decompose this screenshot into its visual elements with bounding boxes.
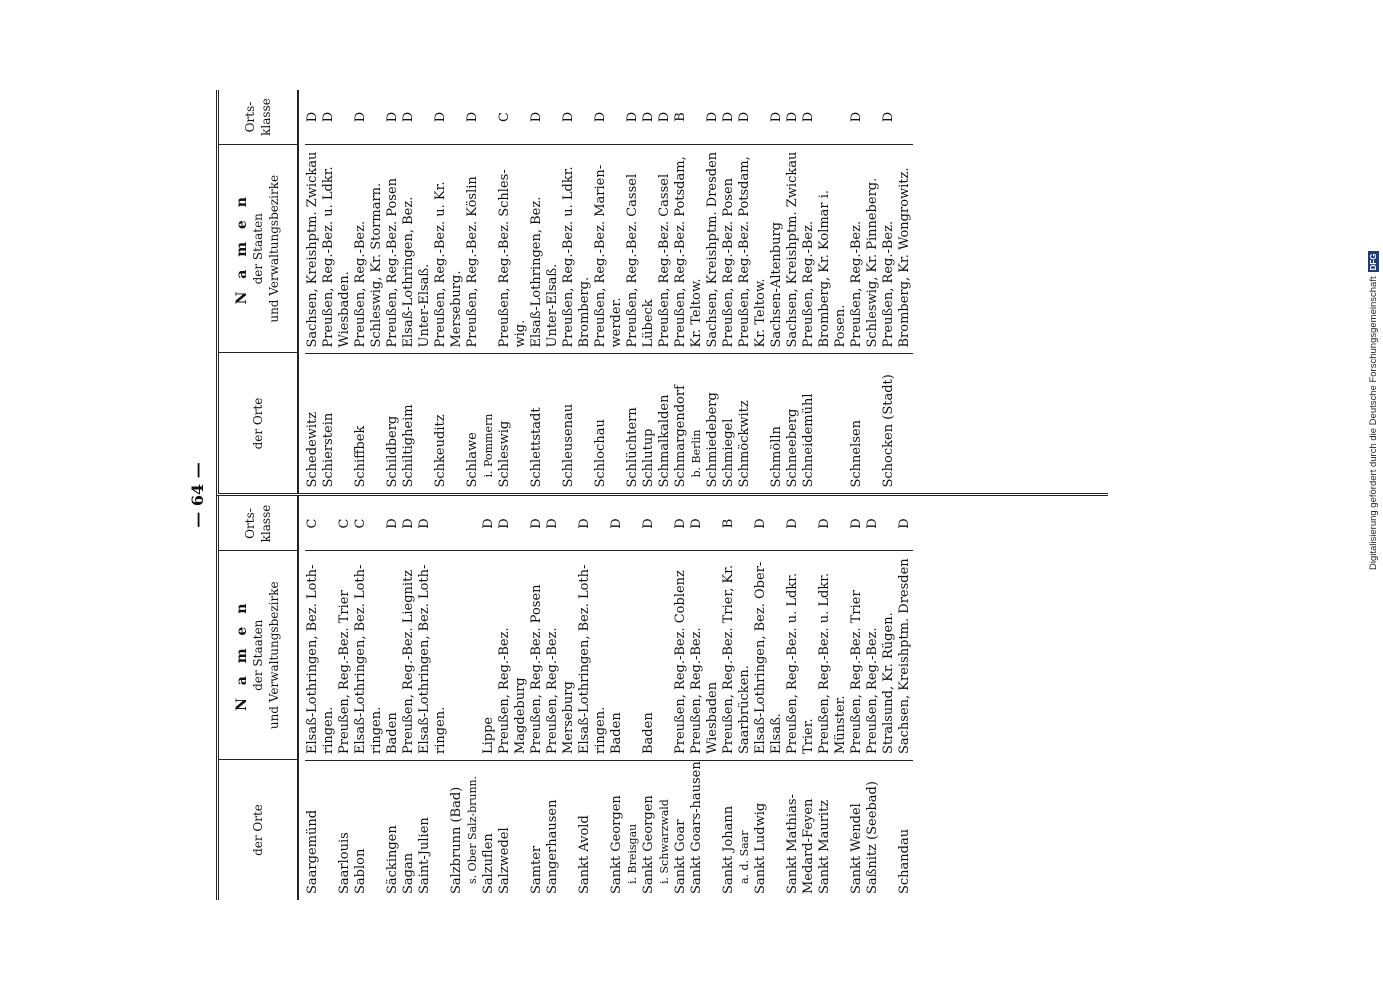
klasse-cell: D bbox=[321, 111, 336, 123]
ort-name: Schkeuditz bbox=[433, 414, 448, 488]
table-row bbox=[577, 497, 609, 901]
ort-cell bbox=[753, 760, 785, 900]
header-klasse bbox=[219, 90, 297, 144]
table-row bbox=[673, 497, 689, 901]
ort-name: Sankt Mathias-Medard-Feyen bbox=[785, 794, 816, 894]
table-row bbox=[817, 497, 849, 901]
ort-cell bbox=[545, 760, 577, 900]
klasse-cell: C bbox=[305, 518, 320, 529]
ort-cell bbox=[385, 354, 401, 494]
ort-name: Schmalkalden bbox=[657, 394, 672, 488]
ort-cell bbox=[721, 760, 753, 900]
staat-cell: Preußen, Reg.-Bez. Posen bbox=[385, 144, 401, 354]
header-klasse-line2: klasse bbox=[259, 504, 273, 543]
klasse-cell: D bbox=[769, 111, 784, 123]
ort-name: Salzwedel bbox=[497, 827, 512, 894]
klasse-cell: B bbox=[721, 518, 736, 529]
ort-name: Sangerhausen bbox=[545, 799, 560, 894]
ort-subtitle: b. Berlin bbox=[690, 429, 703, 478]
staat-cell: Elsaß-Lothringen, Bez. Unter-Elsaß. bbox=[401, 144, 433, 354]
staat-cell: Preußen, Reg.-Bez. Merseburg bbox=[545, 551, 577, 761]
ort-name: Schiltigheim bbox=[401, 404, 416, 488]
staat-cell: Elsaß-Lothringen, Bez. Loth-ringen. bbox=[577, 551, 609, 761]
ort-subtitle: i. Breisgau bbox=[626, 823, 639, 884]
left-table bbox=[216, 497, 1108, 901]
ort-name: Schmargendorf bbox=[673, 385, 688, 488]
klasse-cell: C bbox=[353, 518, 368, 529]
ort-name: Sankt Ludwig bbox=[753, 802, 768, 894]
ort-cell bbox=[673, 354, 705, 494]
staat-cell: Preußen, Reg.-Bez. Cassel bbox=[625, 144, 641, 354]
ort-name: Schleusenau bbox=[561, 403, 576, 488]
staat-cell: Preußen, Reg.-Bez. Liegnitz bbox=[401, 551, 417, 761]
table-row bbox=[417, 497, 449, 901]
table-row bbox=[641, 90, 657, 494]
table-row bbox=[385, 497, 401, 901]
staat-cell: Preußen, Reg.-Bez. Schleswig, Kr. Pinneberg. bbox=[849, 144, 881, 354]
ort-cell bbox=[433, 354, 465, 494]
table-row bbox=[609, 497, 641, 901]
table-row bbox=[737, 90, 769, 494]
ort-name: Schmiegel bbox=[721, 418, 736, 488]
header-klasse bbox=[219, 497, 297, 551]
ort-name: Schnelsen bbox=[849, 419, 864, 488]
ort-name: Sankt Goars-hausen bbox=[689, 761, 704, 894]
klasse-cell: D bbox=[849, 111, 864, 123]
klasse-cell: D bbox=[689, 518, 704, 529]
klasse-cell: D bbox=[785, 111, 800, 123]
klasse-cell: D bbox=[705, 111, 720, 123]
ort-name: Saarlouis bbox=[337, 832, 352, 894]
table-row bbox=[481, 497, 497, 901]
staat-cell: Lippe bbox=[481, 551, 497, 761]
staat-cell: Lübeck bbox=[641, 144, 657, 354]
table-row bbox=[673, 90, 705, 494]
header-orte bbox=[219, 353, 297, 494]
staat-cell: Elsaß-Lothringen, Bez. Loth-ringen. bbox=[305, 551, 337, 761]
klasse-cell: D bbox=[401, 111, 416, 123]
ort-name: Sankt Wendel bbox=[849, 803, 864, 894]
ort-name: Schildberg bbox=[385, 415, 400, 488]
klasse-cell: B bbox=[673, 112, 688, 122]
ort-cell bbox=[609, 760, 641, 900]
table-row bbox=[801, 90, 849, 494]
klasse-cell: D bbox=[801, 111, 816, 123]
left-table-body bbox=[299, 497, 1108, 901]
table-row bbox=[497, 497, 529, 901]
klasse-cell: D bbox=[721, 111, 736, 123]
ort-cell bbox=[337, 760, 353, 900]
right-table-body bbox=[299, 90, 1108, 494]
ort-cell bbox=[817, 760, 849, 900]
ort-cell bbox=[577, 760, 609, 900]
ort-cell bbox=[321, 354, 353, 494]
table-row bbox=[465, 90, 497, 494]
ort-name: Sankt Avold bbox=[577, 815, 592, 894]
klasse-cell: D bbox=[497, 518, 512, 529]
table-row bbox=[689, 497, 721, 901]
table-row bbox=[401, 497, 417, 901]
ort-name: Samter bbox=[529, 845, 544, 894]
staat-cell: Preußen, Reg.-Bez. u. Ldkr. Bromberg. bbox=[561, 144, 593, 354]
table-row bbox=[305, 90, 321, 494]
table-row bbox=[849, 90, 881, 494]
header-klasse-line1: Orts- bbox=[243, 508, 257, 539]
header-namen: N a m e n bbox=[234, 599, 250, 711]
staat-cell: Preußen, Reg.-Bez. Marien-werder. bbox=[593, 144, 625, 354]
table-row bbox=[705, 90, 721, 494]
staat-cell: Sachsen-Altenburg bbox=[769, 144, 785, 354]
page-number: — 64 — bbox=[188, 462, 207, 528]
ort-cell bbox=[657, 354, 673, 494]
ort-name: Schlochau bbox=[593, 419, 608, 488]
staat-cell: Sachsen, Kreishptm. Dresden bbox=[705, 144, 721, 354]
ort-name: Schandau bbox=[897, 828, 912, 894]
header-staaten bbox=[219, 551, 297, 760]
header-namen: N a m e n bbox=[234, 193, 250, 305]
ort-name: Sankt Georgen bbox=[641, 795, 656, 894]
ort-cell bbox=[705, 354, 721, 494]
ort-cell bbox=[401, 354, 433, 494]
staat-cell: Elsaß-Lothringen, Bez. Ober-Elsaß. bbox=[753, 551, 785, 761]
klasse-cell: D bbox=[753, 518, 768, 529]
table-row bbox=[625, 90, 641, 494]
header-staaten-line1: der Staaten bbox=[251, 619, 265, 691]
staat-cell: Preußen, Reg.-Bez. Posen bbox=[721, 144, 737, 354]
table-row bbox=[497, 90, 529, 494]
ort-name: Sankt Goar bbox=[673, 819, 688, 894]
table-row bbox=[353, 497, 385, 901]
ort-subtitle: a. d. Saar bbox=[738, 830, 751, 884]
staat-cell: Sachsen, Kreishptm. Zwickau bbox=[785, 144, 801, 354]
klasse-cell: D bbox=[897, 518, 912, 529]
klasse-cell: D bbox=[529, 111, 544, 123]
staat-cell: Elsaß-Lothringen, Bez. Loth-ringen. bbox=[417, 551, 449, 761]
table-row bbox=[593, 90, 625, 494]
klasse-cell: D bbox=[433, 111, 448, 123]
table-row bbox=[849, 497, 865, 901]
ort-cell bbox=[529, 760, 545, 900]
ort-name: Sankt Georgen bbox=[609, 795, 624, 894]
staat-cell bbox=[449, 551, 481, 761]
klasse-cell: D bbox=[673, 518, 688, 529]
staat-cell: Preußen, Reg.-Bez. Potsdam, Kr. Teltow. bbox=[737, 144, 769, 354]
ort-name: Saßnitz (Seebad) bbox=[865, 781, 880, 894]
klasse-cell bbox=[449, 497, 481, 551]
header-orte bbox=[219, 759, 297, 900]
klasse-cell: D bbox=[817, 518, 832, 529]
staat-cell: Preußen, Reg.-Bez. Köslin bbox=[465, 144, 497, 354]
table-row bbox=[433, 90, 465, 494]
ort-cell bbox=[305, 354, 321, 494]
table-row bbox=[337, 497, 353, 901]
ort-name: Sankt Johann bbox=[721, 805, 736, 894]
klasse-cell: D bbox=[593, 111, 608, 123]
right-table bbox=[216, 90, 1108, 497]
ort-subtitle: i. Schwarzwald bbox=[658, 799, 671, 884]
klasse-cell: D bbox=[353, 111, 368, 123]
table-row bbox=[321, 90, 353, 494]
klasse-cell: D bbox=[417, 518, 432, 529]
ort-name: Schmöckwitz bbox=[737, 400, 752, 488]
ort-cell bbox=[625, 354, 641, 494]
staat-cell: Preußen, Reg.-Bez. u. Ldkr. Münster. bbox=[817, 551, 849, 761]
ort-cell bbox=[785, 354, 801, 494]
ort-cell bbox=[849, 354, 881, 494]
klasse-cell: D bbox=[609, 518, 624, 529]
staat-cell: Preußen, Reg.-Bez. Trier bbox=[849, 551, 865, 761]
staat-cell: Preußen, Reg.-Bez. Coblenz bbox=[673, 551, 689, 761]
ort-cell bbox=[641, 354, 657, 494]
ort-name: Schmölln bbox=[769, 426, 784, 488]
right-table-header bbox=[219, 90, 299, 494]
ort-name: Schierstein bbox=[321, 412, 336, 488]
staat-cell: Preußen, Reg.-Bez. Schles-wig. bbox=[497, 144, 529, 354]
klasse-cell: D bbox=[385, 111, 400, 123]
left-table-header bbox=[219, 497, 299, 901]
staat-cell: Elsaß-Lothringen, Bez. Unter-Elsaß. bbox=[529, 144, 561, 354]
header-staaten bbox=[219, 144, 297, 353]
table-row bbox=[865, 497, 897, 901]
ort-name: Schneeberg bbox=[785, 408, 800, 488]
staat-cell: Preußen, Reg.-Bez. Stralsund, Kr. Rügen. bbox=[865, 551, 897, 761]
ort-name: Schleswig bbox=[497, 420, 512, 488]
staat-cell: Preußen, Reg.-Bez. u. Ldkr. Wiesbaden. bbox=[321, 144, 353, 354]
staat-cell: Baden bbox=[609, 551, 641, 761]
table-row bbox=[561, 90, 593, 494]
ort-cell bbox=[353, 354, 385, 494]
ort-name: Salzbrunn (Bad) bbox=[449, 786, 464, 894]
ort-name: Schlawe bbox=[465, 432, 480, 488]
staat-cell: Preußen, Reg.-Bez. Bromberg, Kr. Kolmar i. Posen. bbox=[801, 144, 849, 354]
ort-name: Schiffbek bbox=[353, 425, 368, 488]
ort-cell bbox=[769, 354, 785, 494]
ort-name: Schlutup bbox=[641, 428, 656, 488]
staat-cell: Preußen, Reg.-Bez. u. Kr. Merseburg. bbox=[433, 144, 465, 354]
klasse-cell: C bbox=[337, 518, 352, 529]
klasse-cell: D bbox=[865, 518, 880, 529]
header-orte-label: der Orte bbox=[251, 804, 265, 856]
ort-cell bbox=[529, 354, 561, 494]
klasse-cell: D bbox=[465, 111, 480, 123]
ort-name: Schedewitz bbox=[305, 411, 320, 488]
ort-cell bbox=[417, 760, 449, 900]
staat-cell: Preußen, Reg.-Bez. Posen bbox=[529, 551, 545, 761]
table-row bbox=[721, 497, 753, 901]
table-row bbox=[721, 90, 737, 494]
ort-name: Sankt Mauritz bbox=[817, 799, 832, 894]
staat-cell: Baden bbox=[641, 551, 673, 761]
staat-cell: Preußen, Reg.-Bez. Trier, Kr. Saarbrücken. bbox=[721, 551, 753, 761]
staat-cell: Preußen, Reg.-Bez. Potsdam, Kr. Teltow. bbox=[673, 144, 705, 354]
ort-cell bbox=[849, 760, 865, 900]
klasse-cell: D bbox=[625, 111, 640, 123]
table-row bbox=[529, 497, 545, 901]
staat-cell: Preußen, Reg.-Bez. Cassel bbox=[657, 144, 673, 354]
staat-cell: Preußen, Reg.-Bez. Schleswig, Kr. Stormarn. bbox=[353, 144, 385, 354]
ort-name: Salzuflen bbox=[481, 833, 496, 894]
ort-cell bbox=[497, 760, 529, 900]
header-klasse-line1: Orts- bbox=[243, 101, 257, 133]
table-row bbox=[385, 90, 401, 494]
table-row bbox=[305, 497, 337, 901]
klasse-cell: D bbox=[305, 111, 320, 123]
table-row bbox=[401, 90, 433, 494]
dfg-logo: DFG bbox=[1368, 253, 1378, 271]
ort-cell bbox=[481, 760, 497, 900]
ort-name: Schocken (Stadt) bbox=[881, 374, 896, 488]
ort-cell bbox=[449, 760, 481, 900]
klasse-cell: D bbox=[657, 111, 672, 123]
table-row bbox=[785, 497, 817, 901]
klasse-cell: D bbox=[737, 111, 752, 123]
ort-name: Sagan bbox=[401, 852, 416, 894]
klasse-cell: D bbox=[481, 518, 496, 529]
ort-cell bbox=[721, 354, 737, 494]
table-row bbox=[785, 90, 801, 494]
staat-cell: Sachsen, Kreishptm. Dresden bbox=[897, 551, 913, 761]
ort-cell bbox=[801, 354, 849, 494]
klasse-cell: C bbox=[497, 112, 512, 122]
klasse-cell: D bbox=[849, 518, 864, 529]
header-klasse-line2: klasse bbox=[259, 98, 273, 136]
klasse-cell: D bbox=[785, 518, 800, 529]
klasse-cell: D bbox=[881, 111, 896, 123]
table-row bbox=[897, 497, 913, 901]
staat-cell: Baden bbox=[385, 551, 401, 761]
ort-cell bbox=[897, 760, 913, 900]
table-row bbox=[753, 497, 785, 901]
ort-cell bbox=[353, 760, 385, 900]
watermark-text: Digitalisierung gefördert durch die Deutsche Forschungsgemeinschaft bbox=[1367, 276, 1379, 570]
klasse-cell: D bbox=[529, 518, 544, 529]
table-row bbox=[353, 90, 385, 494]
ort-subtitle: i. Pommern bbox=[482, 413, 495, 478]
table-row bbox=[641, 497, 673, 901]
rotated-page bbox=[188, 90, 1108, 900]
ort-cell bbox=[497, 354, 529, 494]
staat-cell: Preußen, Reg.-Bez. u. Ldkr. Trier. bbox=[785, 551, 817, 761]
ort-name: Sablon bbox=[353, 848, 368, 894]
klasse-cell: D bbox=[401, 518, 416, 529]
header-staaten-line2: und Verwaltungsbezirke bbox=[267, 174, 281, 323]
klasse-cell: D bbox=[561, 111, 576, 123]
table-row bbox=[769, 90, 785, 494]
ort-cell bbox=[561, 354, 593, 494]
ort-cell bbox=[641, 760, 673, 900]
ort-name: Schmiedeberg bbox=[705, 392, 720, 488]
page-columns bbox=[216, 90, 1108, 900]
klasse-cell: D bbox=[385, 518, 400, 529]
klasse-cell: D bbox=[641, 111, 656, 123]
staat-cell: Preußen, Reg.-Bez. Wiesbaden bbox=[689, 551, 721, 761]
ort-cell bbox=[385, 760, 401, 900]
ort-cell bbox=[593, 354, 625, 494]
klasse-cell: D bbox=[577, 518, 592, 529]
ort-name: Schlüchtern bbox=[625, 407, 640, 488]
table-row bbox=[449, 497, 481, 901]
ort-name: Säckingen bbox=[385, 825, 400, 894]
ort-cell bbox=[865, 760, 897, 900]
staat-cell: Preußen, Reg.-Bez. Magdeburg bbox=[497, 551, 529, 761]
table-row bbox=[529, 90, 561, 494]
watermark bbox=[1362, 10, 1383, 610]
staat-cell: Sachsen, Kreishptm. Zwickau bbox=[305, 144, 321, 354]
klasse-cell: D bbox=[545, 518, 560, 529]
klasse-cell: D bbox=[641, 518, 656, 529]
ort-cell bbox=[465, 354, 497, 494]
ort-name: Schneidemühl bbox=[801, 393, 816, 488]
ort-cell bbox=[689, 760, 721, 900]
ort-cell bbox=[673, 760, 689, 900]
staat-cell: Preußen, Reg.-Bez. Bromberg, Kr. Wongrowitz. bbox=[881, 144, 913, 354]
ort-name: Schlettstadt bbox=[529, 407, 544, 488]
ort-cell bbox=[305, 760, 337, 900]
ort-subtitle: s. Ober Salz-brunn. bbox=[466, 775, 479, 884]
header-orte-label: der Orte bbox=[251, 397, 265, 450]
staat-cell: Elsaß-Lothringen, Bez. Loth-ringen. bbox=[353, 551, 385, 761]
table-row bbox=[545, 497, 577, 901]
table-row bbox=[881, 90, 913, 494]
ort-name: Saargemünd bbox=[305, 809, 320, 894]
ort-cell bbox=[881, 354, 913, 494]
table-row bbox=[657, 90, 673, 494]
ort-cell bbox=[737, 354, 769, 494]
header-staaten-line2: und Verwaltungsbezirke bbox=[267, 581, 281, 730]
ort-name: Saint-Julien bbox=[417, 817, 432, 894]
ort-cell bbox=[785, 760, 817, 900]
staat-cell: Preußen, Reg.-Bez. Trier bbox=[337, 551, 353, 761]
ort-cell bbox=[401, 760, 417, 900]
header-staaten-line1: der Staaten bbox=[251, 213, 265, 285]
